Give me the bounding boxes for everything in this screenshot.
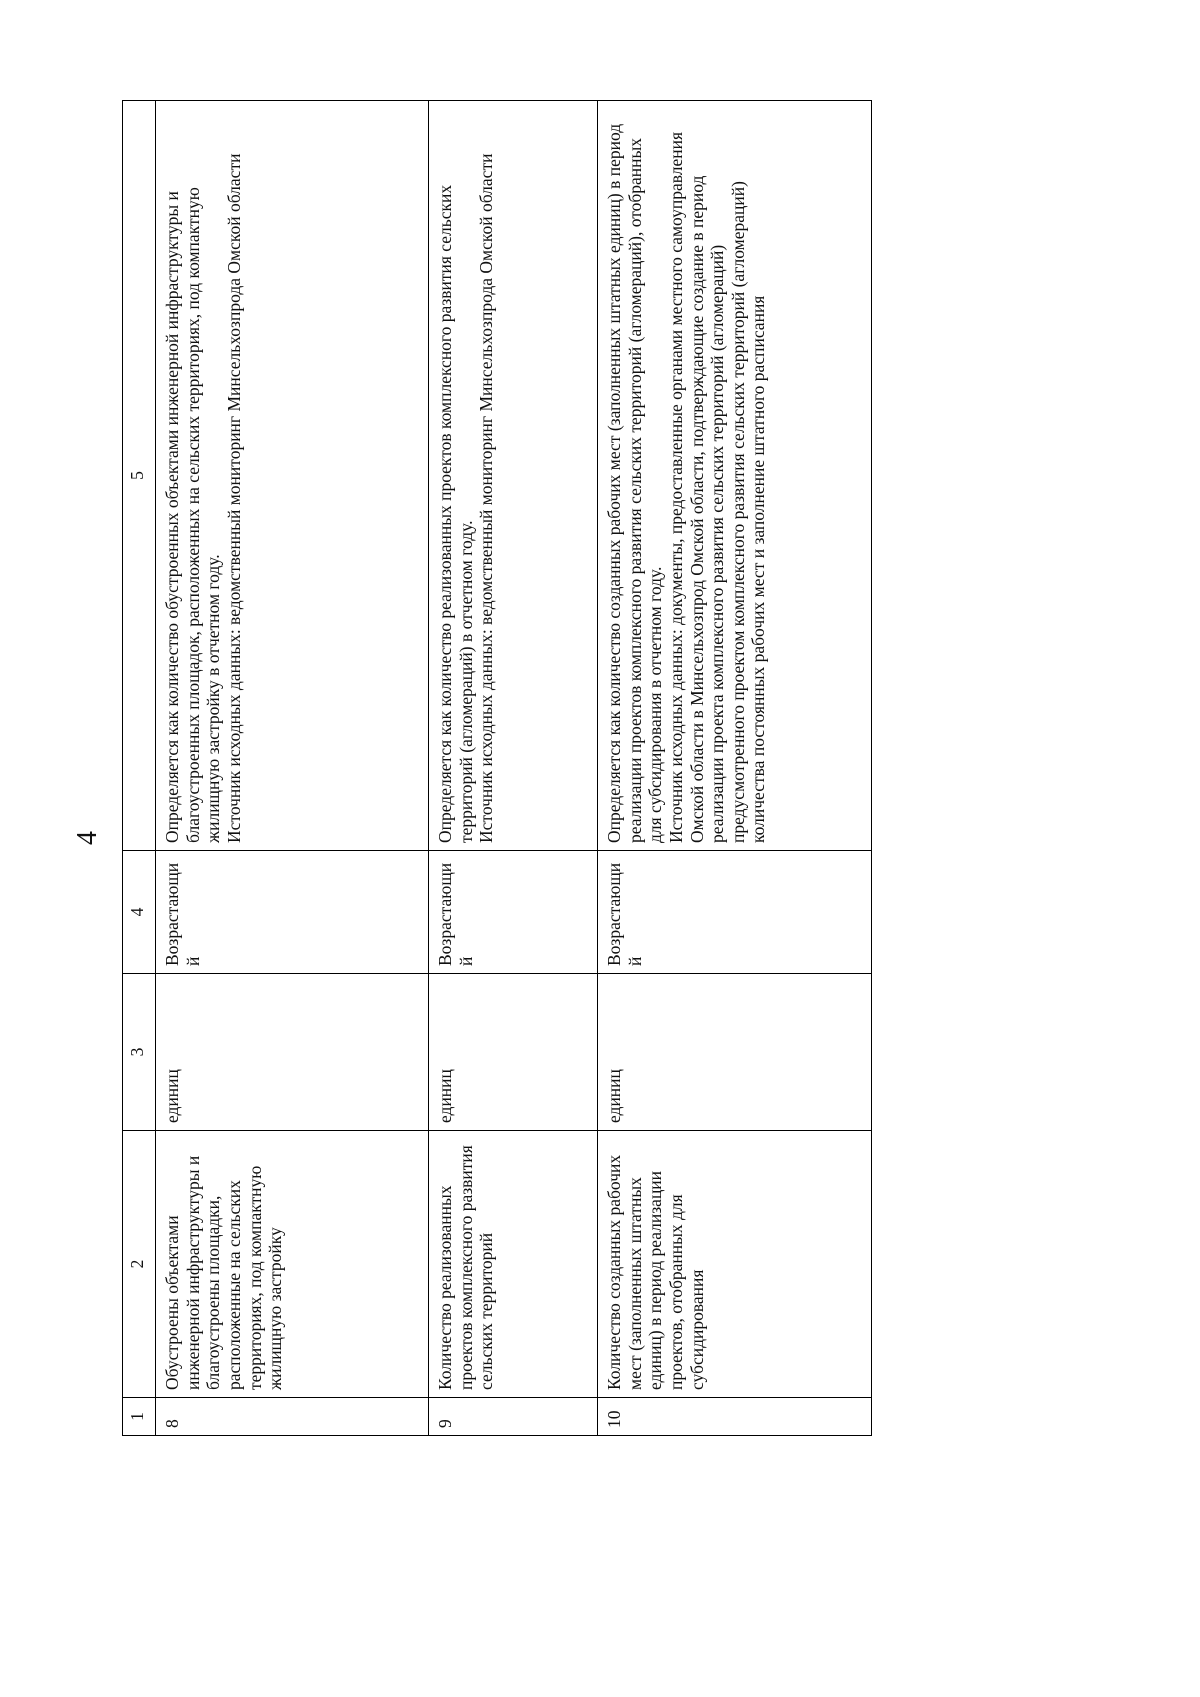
header-cell-4: 4 [123,851,156,974]
header-cell-2: 2 [123,1131,156,1398]
description-cell [598,101,872,851]
unit-cell: единиц [598,974,872,1131]
table-row [429,101,598,1436]
indicator-name: Количество реализованных проектов комплексного развития сельских территорий [429,1131,598,1398]
trend-cell: Возрастающий [429,851,598,974]
description-text: Определяется как количество созданных рабочих мест (заполненных штатных единиц) в период реализации проектов комплексного развития сельских территорий (агломераций), отобранных для субсидирования в отчетном году. [604,123,666,843]
page-number: 4 [72,831,103,845]
header-cell-3: 3 [123,974,156,1131]
indicator-name: Количество созданных рабочих мест (заполненных штатных единиц) в период реализации проектов, отобранных для субсидирования [598,1131,872,1398]
data-source-text: Источник исходных данных: ведомственный мониторинг Минсельхозпрода Омской области [223,153,244,843]
description-cell [156,101,429,851]
trend-cell: Возрастающий [598,851,872,974]
trend-cell: Возрастающий [156,851,429,974]
description-text: Определяется как количество реализованных проектов комплексного развития сельских территорий (агломераций) в отчетном году. [435,184,476,843]
table-row [598,101,872,1436]
header-cell-5: 5 [123,101,156,851]
data-source-text: Источник исходных данных: документы, предоставленные органами местного самоуправления Омской области в Минсельхозпрод Омской области, подтверждающие создание в период реализации проекта комплексного развития сельских территорий (агломераций) предусмотренного проектом комплексного развития сельских территорий (агломераций) количества постоянных рабочих мест и заполнение штатного расписания [665,131,769,843]
unit-cell: единиц [429,974,598,1131]
row-number: 10 [598,1398,872,1436]
data-source-text: Источник исходных данных: ведомственный мониторинг Минсельхозпрода Омской области [476,153,497,843]
indicators-table [122,100,872,1436]
description-text: Определяется как количество обустроенных объектами инженерной инфраструктуры и благоустроенных площадок, расположенных на сельских территориях, под компактную жилищную застройку в отчетном году. [162,187,224,843]
row-number: 8 [156,1398,429,1436]
table-header-row [123,101,156,1436]
header-cell-1: 1 [123,1398,156,1436]
description-cell [429,101,598,851]
table-row [156,101,429,1436]
indicator-name: Обустроены объектами инженерной инфраструктуры и благоустроены площадки, расположенные на сельских территориях, под компактную жилищную застройку [156,1131,429,1398]
rotated-table-frame [122,101,891,1436]
unit-cell: единиц [156,974,429,1131]
table-container [122,101,891,1436]
row-number: 9 [429,1398,598,1436]
